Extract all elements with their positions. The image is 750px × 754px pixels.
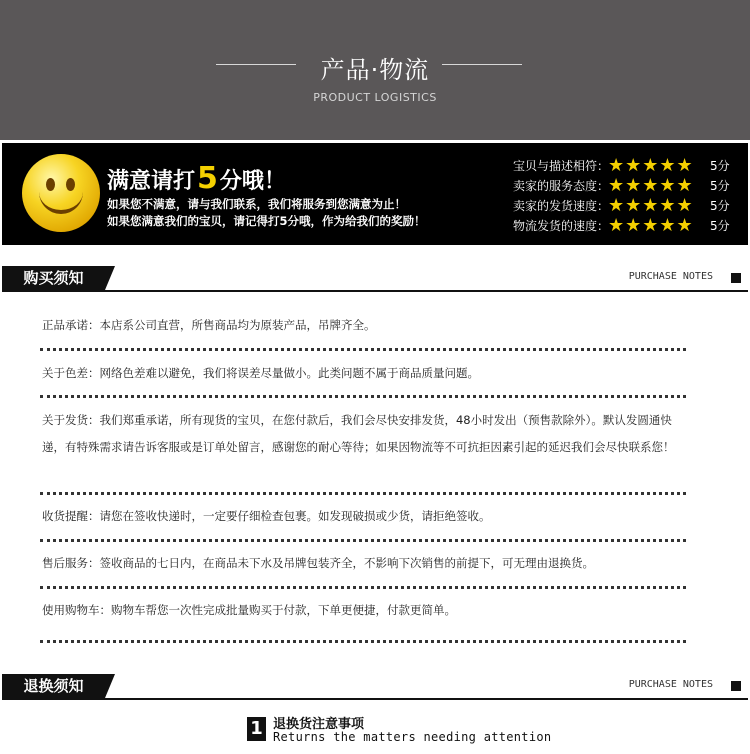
rating-row bbox=[513, 215, 743, 235]
rating-label: 卖家的发货速度： bbox=[513, 198, 610, 213]
returns-notes-title: 退换须知 bbox=[2, 674, 105, 698]
rating-value: 5分 bbox=[710, 178, 730, 193]
purchase-notes-english: PURCHASE NOTES bbox=[628, 271, 713, 282]
purchase-notes-title: 购买须知 bbox=[2, 266, 105, 290]
banner-line-1: 如果您不满意，请与我们联系，我们将服务到您满意为止！ bbox=[107, 197, 406, 211]
returns-notes-header bbox=[2, 674, 748, 700]
header-subtitle: PRODUCT LOGISTICS bbox=[313, 91, 437, 104]
star-icon: ★★★★★ bbox=[608, 194, 694, 216]
returns-item-title: 退换货注意事项 bbox=[273, 717, 365, 732]
rating-row bbox=[513, 155, 743, 175]
header-title: 产品·物流 bbox=[320, 56, 430, 84]
headline-suffix: 分哦！ bbox=[219, 169, 286, 194]
dotted-divider bbox=[40, 539, 686, 542]
rating-value: 5分 bbox=[710, 218, 730, 233]
dotted-divider bbox=[40, 395, 686, 398]
dotted-divider bbox=[40, 492, 686, 495]
headline-number: 5 bbox=[197, 161, 218, 196]
star-icon: ★★★★★ bbox=[608, 154, 694, 176]
dotted-divider bbox=[40, 640, 686, 643]
headline-prefix: 满意请打 bbox=[107, 169, 196, 194]
rating-label: 物流发货的速度： bbox=[513, 218, 610, 233]
dotted-divider bbox=[40, 348, 686, 351]
smiley-face-icon bbox=[22, 154, 100, 232]
rating-value: 5分 bbox=[710, 198, 730, 213]
note-shipping: 关于发货：我们郑重承诺，所有现货的宝贝，在您付款后，我们会尽快安排发货，48小时发出（预售款除外）。默认发圆通快递，有特殊需求请告诉客服或是订单处留言，感谢您的耐心等待；如果因物流等不可抗拒因素引起的延迟我们会尽快联系您！ bbox=[42, 413, 675, 454]
note-authenticity: 正品承诺：本店系公司直营，所售商品均为原装产品，吊牌齐全。 bbox=[42, 318, 376, 332]
returns-item-subtitle: Returns the matters needing attention bbox=[273, 730, 552, 744]
note-after-sales: 售后服务：签收商品的七日内，在商品未下水及吊牌包装齐全，不影响下次销售的前提下，可无理由退换货。 bbox=[42, 556, 594, 570]
purchase-notes-header bbox=[2, 266, 748, 292]
header-banner bbox=[0, 0, 750, 140]
header-right-rule bbox=[442, 64, 522, 65]
square-icon bbox=[731, 273, 741, 283]
rating-row bbox=[513, 175, 743, 195]
banner-headline bbox=[107, 161, 286, 196]
returns-item-number: 1 bbox=[247, 717, 266, 741]
star-icon: ★★★★★ bbox=[608, 174, 694, 196]
returns-notes-english: PURCHASE NOTES bbox=[628, 679, 713, 690]
note-shopping-cart: 使用购物车：购物车帮您一次性完成批量购买于付款，下单更便捷，付款更简单。 bbox=[42, 603, 456, 617]
rating-banner bbox=[2, 143, 748, 245]
banner-line-2: 如果您满意我们的宝贝，请记得打5分哦，作为给我们的奖励！ bbox=[107, 214, 426, 228]
star-icon: ★★★★★ bbox=[608, 214, 694, 236]
rating-label: 宝贝与描述相符： bbox=[513, 158, 610, 173]
note-receipt: 收货提醒：请您在签收快递时，一定要仔细检查包裹。如发现破损或少货，请拒绝签收。 bbox=[42, 509, 491, 523]
rating-value: 5分 bbox=[710, 158, 730, 173]
dotted-divider bbox=[40, 586, 686, 589]
rating-label: 卖家的服务态度： bbox=[513, 178, 610, 193]
note-color-difference: 关于色差：网络色差难以避免，我们将误差尽量做小。此类问题不属于商品质量问题。 bbox=[42, 366, 479, 380]
square-icon bbox=[731, 681, 741, 691]
rating-row bbox=[513, 195, 743, 215]
smiley-mouth bbox=[39, 186, 83, 214]
